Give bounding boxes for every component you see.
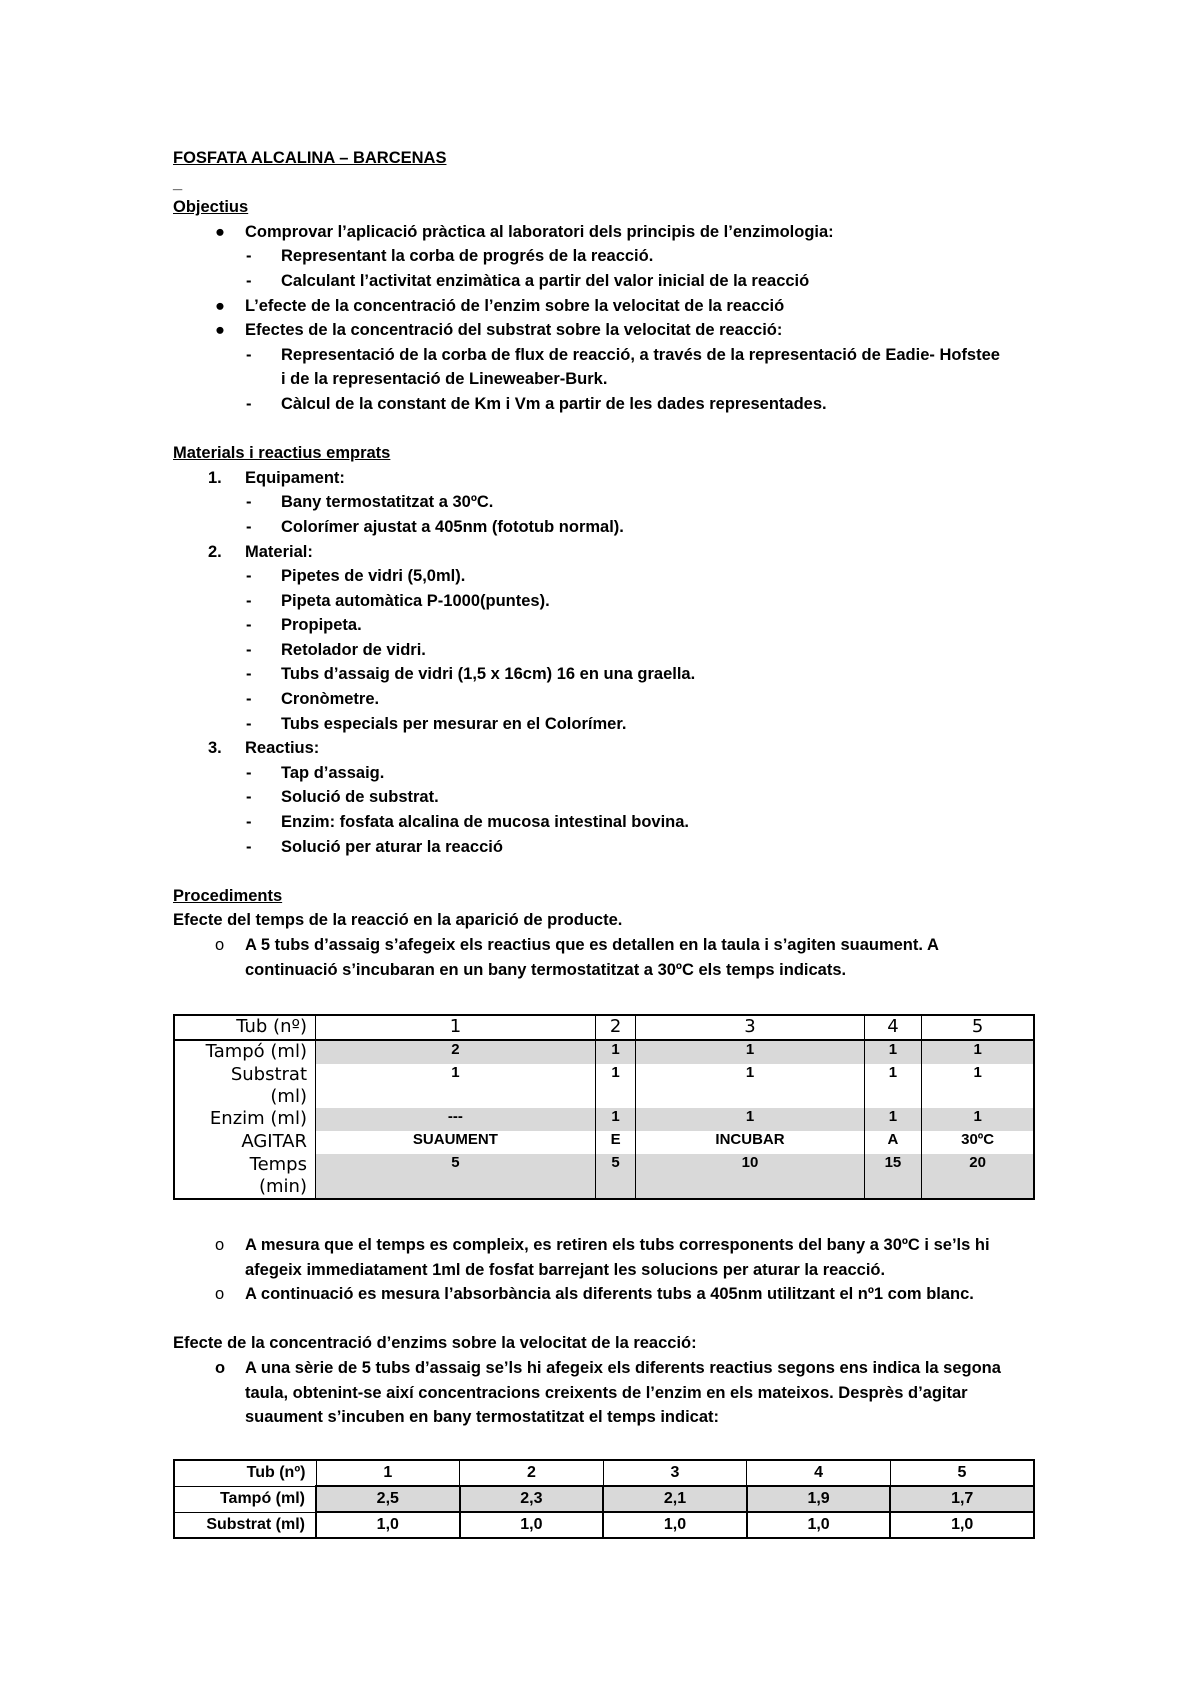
procediments-heading: Procediments bbox=[173, 886, 283, 905]
list-item: - Tubs d’assaig de vidri (1,5 x 16cm) 16 en una graella. bbox=[246, 665, 696, 684]
list-item: - Calculant l’activitat enzimàtica a partir del valor inicial de la reacció bbox=[246, 271, 810, 290]
procedure-continued bbox=[173, 1233, 1043, 1430]
table-row: Tampó (ml) 2,5 2,3 2,1 1,9 1,7 bbox=[174, 1486, 1034, 1512]
list-item: - Càlcul de la constant de Km i Vm a partir de les dades representades. bbox=[246, 394, 827, 413]
list-item: ● Efectes de la concentració del substrat sobre la velocitat de reacció: bbox=[173, 318, 1043, 343]
table-row: Substrat (ml) 1 1 1 1 1 bbox=[174, 1064, 1034, 1108]
table-reaction-time bbox=[173, 1014, 1035, 1200]
table-row: AGITAR SUAUMENT E INCUBAR A 30ºC bbox=[174, 1131, 1034, 1154]
list-item: - Representació de la corba de flux de reacció, a través de la representació de Eadie- Hofstee bbox=[246, 345, 1000, 364]
list-item: - Tap d’assaig. bbox=[246, 763, 385, 782]
paragraph: o A continuació es mesura l’absorbància als diferents tubs a 405nm utilitzant el nº1 com blanc. bbox=[215, 1285, 974, 1304]
list-item: - Pipeta automàtica P-1000(puntes). bbox=[246, 591, 550, 610]
list-item: ● L’efecte de la concentració de l’enzim sobre la velocitat de la reacció bbox=[173, 294, 1043, 319]
list-item: - Enzim: fosfata alcalina de mucosa intestinal bovina. bbox=[246, 813, 690, 832]
list-item: - Solució de substrat. bbox=[246, 788, 439, 807]
list-item: - Tubs especials per mesurar en el Colorímer. bbox=[246, 714, 627, 733]
list-item: - Colorímer ajustat a 405nm (fototub normal). bbox=[246, 517, 624, 536]
paragraph: o A una sèrie de 5 tubs d’assaig se’ls hi afegeix els diferents reactius segons ens indica la segona bbox=[215, 1358, 1001, 1377]
table-row: Substrat (ml) 1,0 1,0 1,0 1,0 1,0 bbox=[174, 1512, 1034, 1538]
list-item: 3. Reactius: bbox=[208, 739, 320, 758]
subsection-title: Efecte de la concentració d’enzims sobre la velocitat de la reacció: bbox=[173, 1334, 697, 1353]
document-body bbox=[173, 146, 1043, 982]
bullet-icon: ● bbox=[215, 321, 225, 340]
subsection-title: Efecte del temps de la reacció en la aparició de producte. bbox=[173, 911, 623, 930]
paragraph: o A mesura que el temps es compleix, es retiren els tubs corresponents del bany a 30ºC i se’ls hi bbox=[215, 1236, 990, 1254]
list-item: - Pipetes de vidri (5,0ml). bbox=[246, 567, 466, 586]
list-item: - Solució per aturar la reacció bbox=[246, 837, 503, 856]
paragraph: o A 5 tubs d’assaig s’afegeix els reactius que es detallen en la taula i s’agiten suaument. A bbox=[215, 936, 939, 954]
objectius-heading: Objectius bbox=[173, 198, 249, 217]
list-item: - Retolador de vidri. bbox=[246, 640, 426, 659]
paragraph: suaument s’incuben en bany termostatitzat el temps indicat: bbox=[245, 1408, 720, 1427]
list-item: - Propipeta. bbox=[246, 616, 362, 635]
paragraph: continuació s’incubaran en un bany termostatitzat a 30ºC els temps indicats. bbox=[245, 960, 847, 979]
list-item: 1. Equipament: bbox=[208, 468, 345, 487]
stray-mark: _ bbox=[173, 173, 183, 192]
table-row: Temps (min) 5 5 10 15 20 bbox=[174, 1154, 1034, 1199]
paragraph: taula, obtenint-se així concentracions creixents de l’enzim en els mateixos. Desprès d’agitar bbox=[245, 1383, 968, 1402]
list-item: - Representant la corba de progrés de la reacció. bbox=[246, 247, 654, 266]
paragraph: afegeix immediatament 1ml de fosfat barrejant les solucions per aturar la reacció. bbox=[245, 1260, 886, 1279]
bullet-icon: ● bbox=[215, 296, 225, 315]
table-row: Tub (nº) 1 2 3 4 5 bbox=[174, 1460, 1034, 1486]
list-item: - Cronòmetre. bbox=[246, 690, 380, 709]
table-row: Tampó (ml) 2 1 1 1 1 bbox=[174, 1040, 1034, 1064]
list-item: ● Comprovar l’aplicació pràctica al laboratori dels principis de l’enzimologia: bbox=[173, 220, 1043, 245]
table-row: Enzim (ml) --- 1 1 1 1 bbox=[174, 1108, 1034, 1131]
list-item: 2. Material: bbox=[208, 542, 313, 561]
list-item: - Bany termostatitzat a 30ºC. bbox=[246, 493, 494, 512]
list-item: i de la representació de Lineweaber-Burk. bbox=[281, 370, 608, 389]
bullet-icon: ● bbox=[215, 222, 225, 241]
table-row: Tub (nº) 1 2 3 4 5 bbox=[174, 1015, 1034, 1040]
table-enzyme-concentration bbox=[173, 1459, 1035, 1539]
materials-heading: Materials i reactius emprats bbox=[173, 444, 391, 463]
document-title: FOSFATA ALCALINA – BARCENAS bbox=[173, 149, 447, 167]
